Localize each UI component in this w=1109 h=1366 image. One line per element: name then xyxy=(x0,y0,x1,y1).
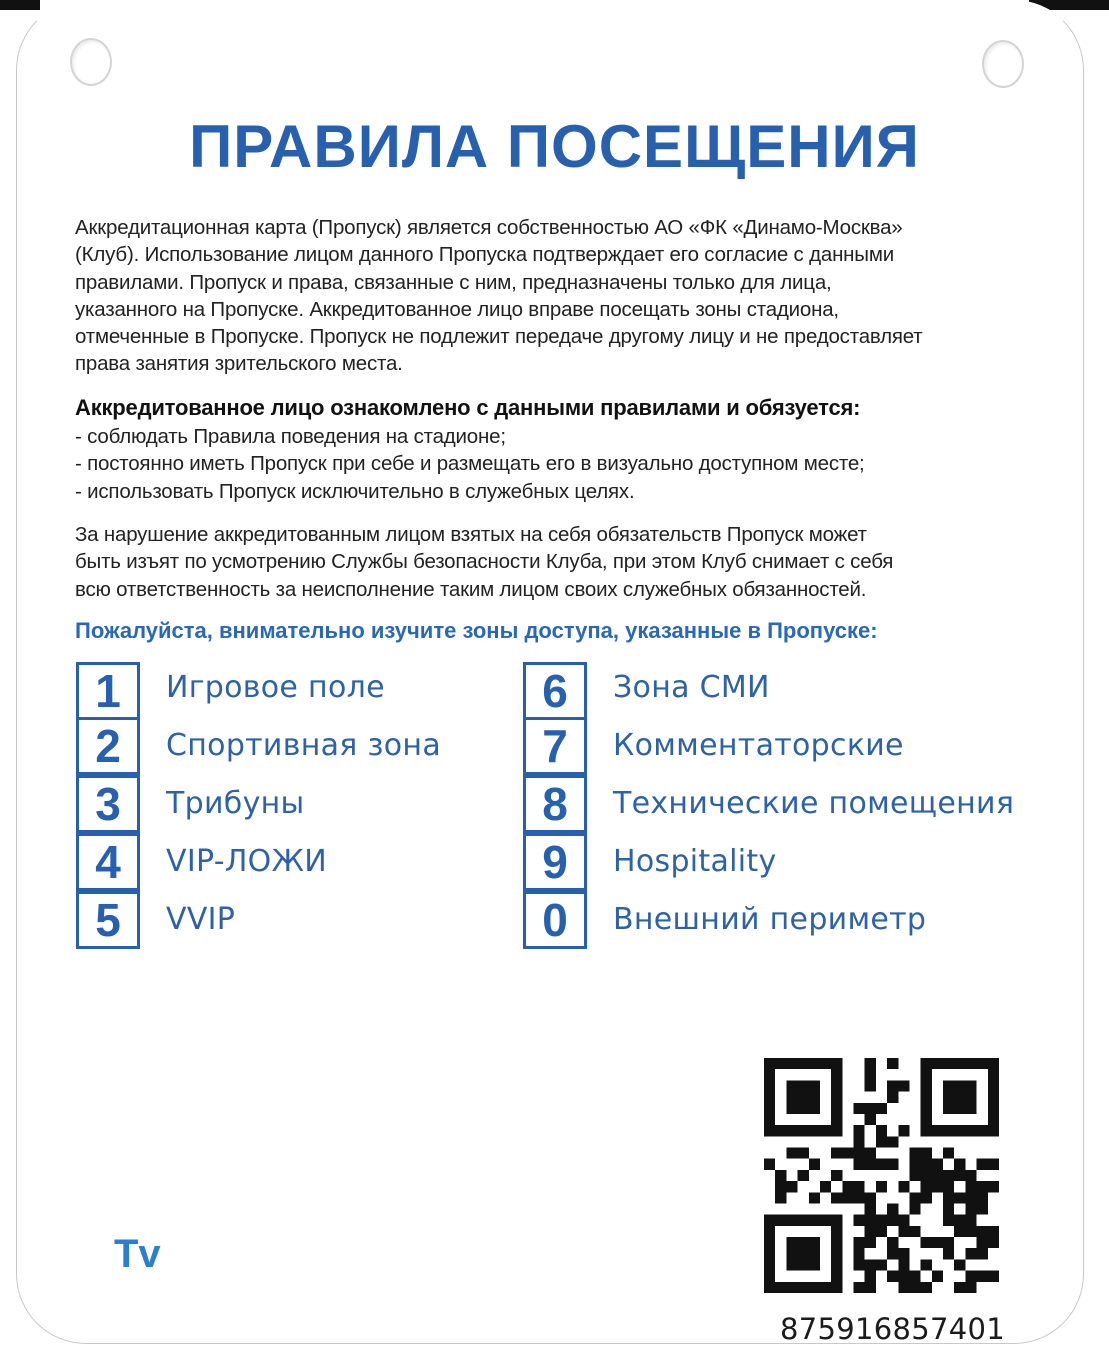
zone-label: Комментаторские xyxy=(613,728,904,763)
obligation-item: - использовать Пропуск исключительно в служебных целях. xyxy=(75,479,635,503)
zone-number-box: 0 xyxy=(523,891,587,949)
zone-number-box: 8 xyxy=(523,775,587,833)
zones-heading: Пожалуйста, внимательно изучите зоны доступа, указанные в Пропуске: xyxy=(75,618,878,643)
zone-label: Hospitality xyxy=(613,844,777,879)
obligations-section xyxy=(75,393,1075,505)
zone-number-box: 3 xyxy=(76,775,140,833)
page-title: ПРАВИЛА ПОСЕЩЕНИЯ xyxy=(189,113,920,180)
zone-number-box: 9 xyxy=(523,833,587,891)
obligation-item: - соблюдать Правила поведения на стадионе; xyxy=(75,425,506,448)
intro-line: (Клуб). Использование лицом данного Пропуска подтверждает его согласие с данными xyxy=(75,243,894,267)
intro-line: указанного на Пропуске. Аккредитованное лицо вправе посещать зоны стадиона, xyxy=(75,297,839,321)
lanyard-hole-right xyxy=(982,40,1024,88)
intro-paragraph xyxy=(75,214,1075,378)
zone-label: VIP-ЛОЖИ xyxy=(166,844,327,879)
violation-line: быть изъят по усмотрению Службы безопасности Клуба, при этом Клуб снимает с себя xyxy=(75,550,894,574)
zone-number-box: 4 xyxy=(76,833,140,891)
intro-line: Аккредитационная карта (Пропуск) является собственностью АО «ФК «Динамо-Москва» xyxy=(75,216,903,239)
zone-label: Трибуны xyxy=(166,786,305,821)
zone-number-box: 7 xyxy=(523,717,587,775)
zone-label: Внешний периметр xyxy=(613,902,927,937)
zone-number-box: 1 xyxy=(76,662,140,720)
zone-number-box: 2 xyxy=(76,717,140,775)
obligation-item: - постоянно иметь Пропуск при себе и размещать его в визуально доступном месте; xyxy=(75,452,865,476)
category-badge: Tv xyxy=(114,1232,161,1276)
lanyard-hole-left xyxy=(70,38,112,86)
scan-background-left xyxy=(0,0,40,10)
intro-line: правилами. Пропуск и права, связанные с ним, предназначены только для лица, xyxy=(75,270,832,294)
zone-label: Зона СМИ xyxy=(613,670,770,705)
violation-line: всю ответственность за неисполнение таким лицом своих служебных обязанностей. xyxy=(75,577,867,601)
qr-code-number: 875916857401 xyxy=(780,1312,1006,1346)
violation-paragraph xyxy=(75,521,1075,603)
obligations-heading: Аккредитованное лицо ознакомлено с данными правилами и обязуется: xyxy=(75,395,861,420)
zone-label: Технические помещения xyxy=(613,786,1015,821)
intro-line: отмеченные в Пропуске. Пропуск не подлежит передаче другому лицу и не предоставляет xyxy=(75,325,923,349)
zone-label: Игровое поле xyxy=(166,670,385,705)
zone-number-box: 5 xyxy=(76,891,140,949)
intro-line: права занятия зрительского места. xyxy=(75,352,403,376)
zone-number-box: 6 xyxy=(523,662,587,720)
violation-line: За нарушение аккредитованным лицом взятых на себя обязательств Пропуск может xyxy=(75,523,867,546)
zone-label: VVIP xyxy=(166,902,236,937)
zone-label: Спортивная зона xyxy=(166,728,441,763)
qr-code-icon xyxy=(764,1058,999,1293)
